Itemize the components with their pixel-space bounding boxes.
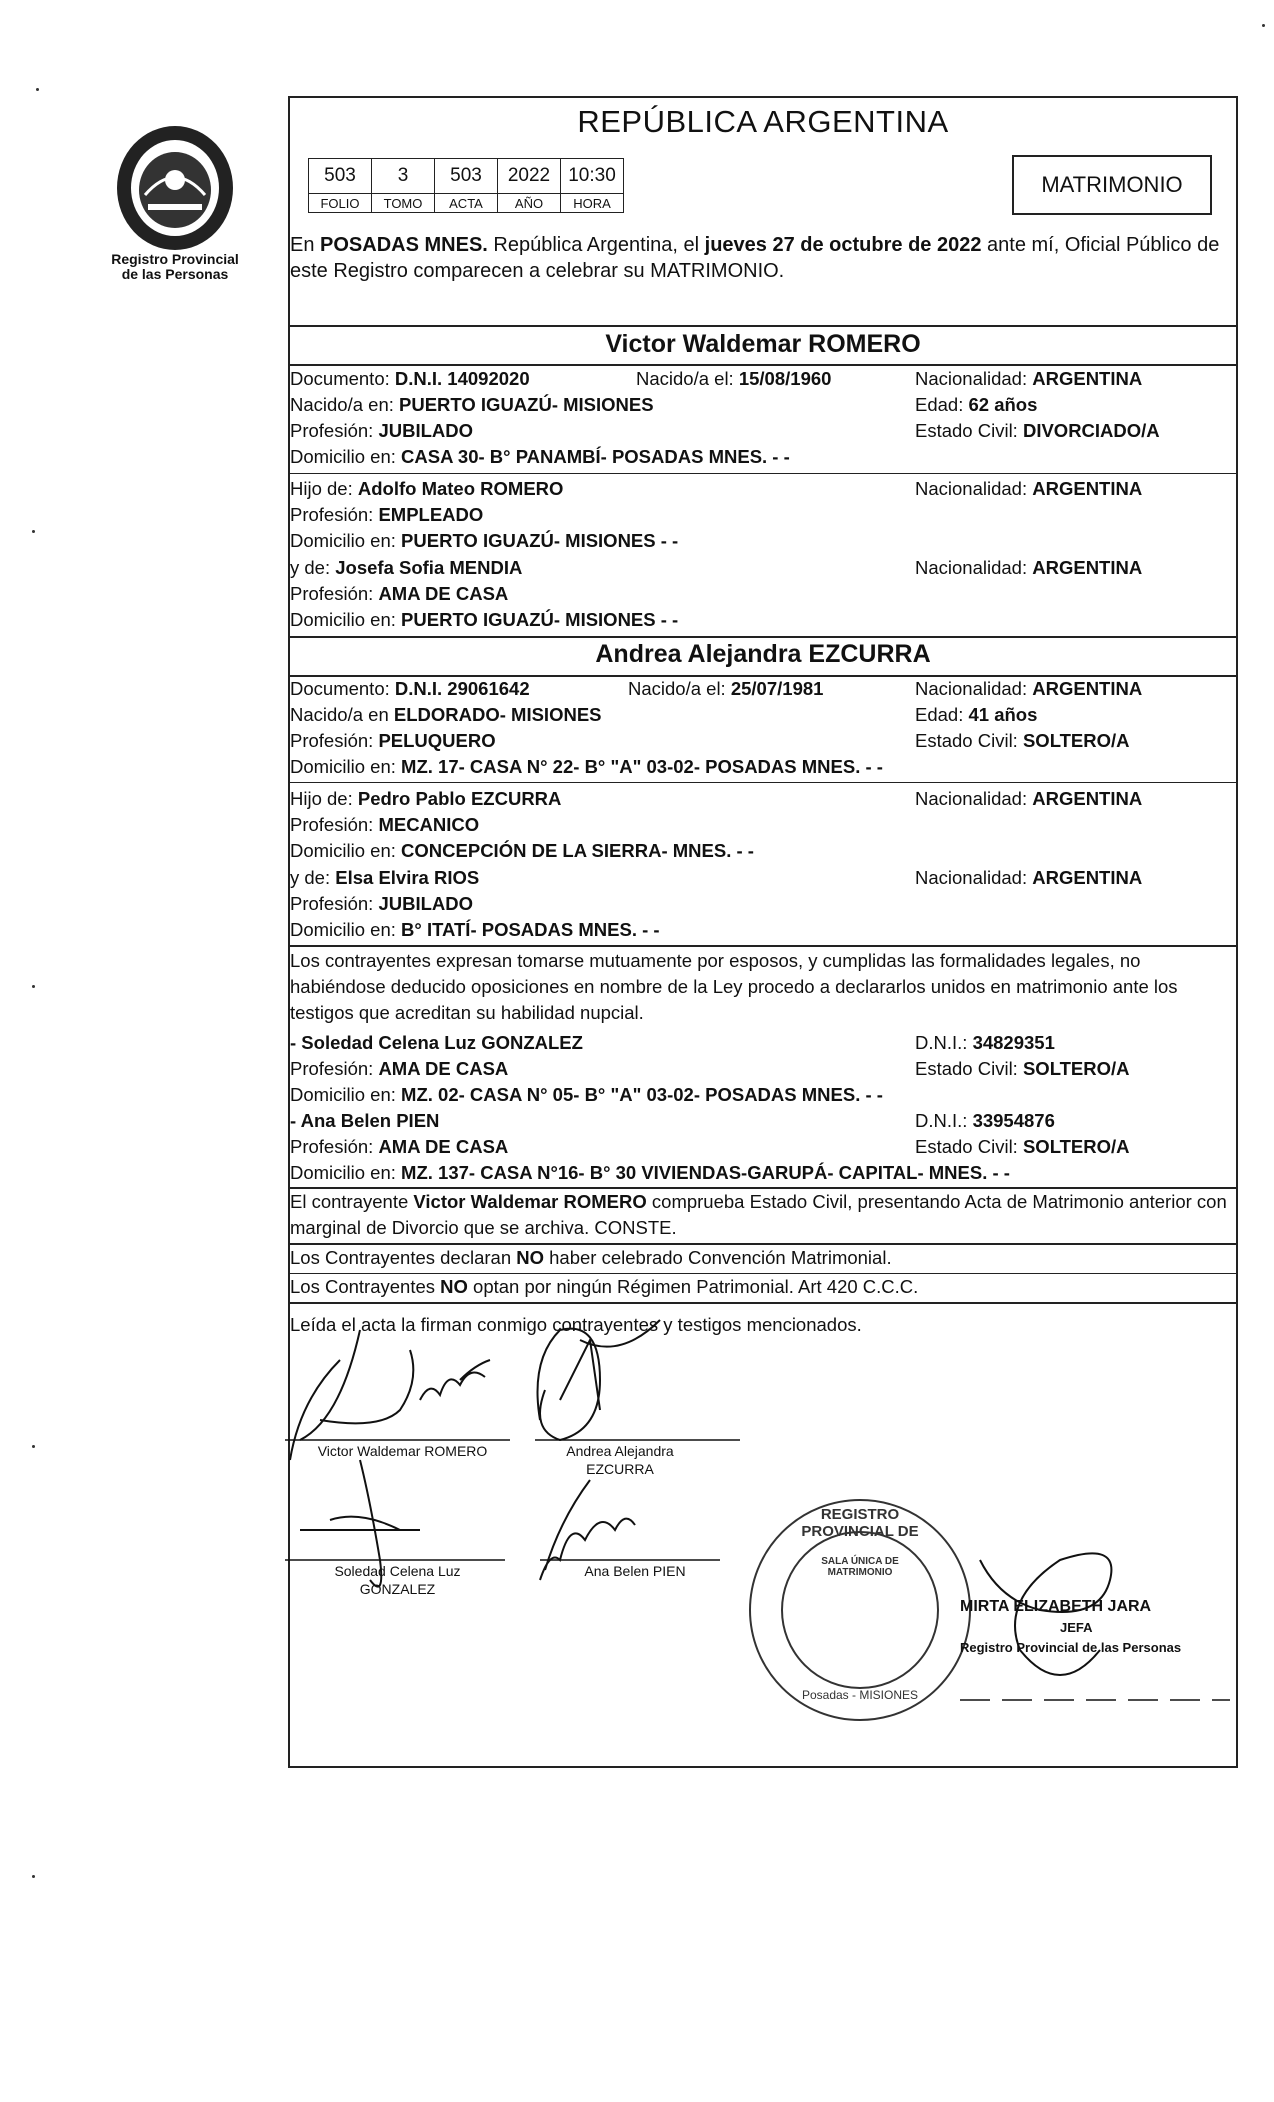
field-label: D.N.I.:: [915, 1110, 973, 1131]
field-label: Estado Civil:: [915, 1136, 1023, 1157]
field-value: SOLTERO/A: [1022, 730, 1130, 751]
spouse1-name: Victor Waldemar ROMERO: [605, 330, 921, 358]
folio-label: FOLIO: [309, 194, 372, 213]
field-label: Domicilio en:: [290, 446, 402, 467]
note-text: comprueba Estado Civil, presentando Acta de Matrimonio anterior con marginal de Divorcio que se archiva. CONSTE.: [290, 1191, 1227, 1238]
acta-value: 503: [435, 159, 498, 194]
field-value: ARGENTINA: [1032, 368, 1143, 389]
anio-value: 2022: [498, 159, 561, 194]
field-value: DIVORCIADO/A: [1022, 420, 1160, 441]
field-label: Domicilio en:: [290, 840, 402, 861]
field-label: Nacido/a el:: [628, 678, 731, 699]
hora-label: HORA: [561, 194, 624, 213]
document-title: REPÚBLICA ARGENTINA: [577, 104, 949, 139]
field-value: CONCEPCIÓN DE LA SIERRA- MNES. - -: [401, 840, 754, 861]
anio-label: AÑO: [498, 194, 561, 213]
field-label: Profesión:: [290, 583, 379, 604]
signature-caption-2: [540, 1442, 700, 1478]
field-label: Domicilio en:: [290, 1162, 402, 1183]
field-label: Domicilio en:: [290, 756, 402, 777]
caption-line: Andrea Alejandra: [566, 1443, 674, 1459]
field-label: Profesión:: [290, 504, 379, 525]
field-label: Nacido/a en: [290, 704, 394, 725]
field-label: Documento:: [290, 368, 395, 389]
field-value: AMA DE CASA: [378, 1058, 509, 1079]
note-text: optan por ningún Régimen Patrimonial. Art 420 C.C.C.: [467, 1276, 919, 1297]
field-label: Domicilio en:: [290, 1084, 402, 1105]
folio-value: 503: [309, 159, 372, 194]
field-label: Profesión:: [290, 1058, 379, 1079]
field-label: Nacionalidad:: [915, 368, 1033, 389]
logo-caption-line: de las Personas: [121, 266, 229, 282]
field-value: 15/08/1960: [738, 368, 832, 389]
tomo-value: 3: [372, 159, 435, 194]
field-label: y de:: [290, 867, 336, 888]
seal-bottom-text: Posadas - MISIONES: [801, 1688, 919, 1702]
field-value: MZ. 17- CASA N° 22- B° "A" 03-02- POSADAS MNES. - -: [401, 756, 883, 777]
field-value: D.N.I. 14092020: [394, 368, 530, 389]
field-label: Nacido/a el:: [636, 368, 739, 389]
note-name: Victor Waldemar ROMERO: [413, 1191, 647, 1212]
note-text: El contrayente: [290, 1191, 414, 1212]
seal-outer-text: REGISTRO PROVINCIAL DE: [801, 1506, 919, 1540]
declaration-paragraph: Los contrayentes expresan tomarse mutuamente por esposos, y cumplidas las formalidades legales, no habiéndose deducido oposiciones en nombre de la Ley procedo a declararlos unidos en matrimonio ante los testigos que acreditan su habilidad nupcial.: [290, 950, 1178, 1023]
official-title: JEFA: [1060, 1620, 1093, 1635]
note-text: Los Contrayentes declaran: [290, 1247, 517, 1268]
field-value: SOLTERO/A: [1022, 1058, 1130, 1079]
field-value: AMA DE CASA: [378, 1136, 509, 1157]
intro-place: POSADAS MNES.: [320, 234, 488, 256]
field-value: PUERTO IGUAZÚ- MISIONES - -: [401, 530, 679, 551]
field-label: Hijo de:: [290, 478, 358, 499]
field-value: PUERTO IGUAZÚ- MISIONES - -: [401, 609, 679, 630]
signature-caption-1: Victor Waldemar ROMERO: [317, 1443, 488, 1459]
field-value: ARGENTINA: [1032, 478, 1143, 499]
seal-inner-text: SALA ÚNICA DE MATRIMONIO: [821, 1556, 899, 1578]
caption-line: EZCURRA: [586, 1461, 654, 1477]
field-value: B° ITATÍ- POSADAS MNES. - -: [401, 919, 660, 940]
signature-caption-4: Ana Belen PIEN: [584, 1563, 686, 1579]
field-value: Josefa Sofia MENDIA: [335, 557, 523, 578]
field-label: Domicilio en:: [290, 609, 402, 630]
field-label: Profesión:: [290, 814, 379, 835]
field-label: Estado Civil:: [915, 1058, 1023, 1079]
note-text: Los Contrayentes: [290, 1276, 441, 1297]
logo-caption-line: Registro Provincial: [111, 251, 239, 267]
hora-value: 10:30: [561, 159, 624, 194]
field-value: Adolfo Mateo ROMERO: [357, 478, 564, 499]
intro-date: jueves 27 de octubre de 2022: [704, 234, 982, 256]
field-label: Profesión:: [290, 893, 379, 914]
intro-text: República Argentina, el: [487, 234, 705, 256]
official-name: MIRTA ELIZABETH JARA: [960, 1598, 1152, 1615]
field-label: Estado Civil:: [915, 420, 1023, 441]
field-label: Domicilio en:: [290, 919, 402, 940]
field-label: Profesión:: [290, 420, 379, 441]
field-label: Profesión:: [290, 730, 379, 751]
note-no: NO: [440, 1276, 468, 1297]
signature-caption-3: [305, 1562, 490, 1598]
field-label: y de:: [290, 557, 336, 578]
field-label: Domicilio en:: [290, 530, 402, 551]
field-value: ARGENTINA: [1032, 557, 1143, 578]
field-value: JUBILADO: [378, 893, 473, 914]
field-label: Estado Civil:: [915, 730, 1023, 751]
field-value: AMA DE CASA: [378, 583, 509, 604]
field-label: Nacionalidad:: [915, 788, 1033, 809]
field-value: Elsa Elvira RIOS: [335, 867, 480, 888]
field-label: Documento:: [290, 678, 395, 699]
tomo-label: TOMO: [372, 194, 435, 213]
field-value: 33954876: [972, 1110, 1055, 1131]
field-label: Nacionalidad:: [915, 557, 1033, 578]
field-value: 25/07/1981: [730, 678, 824, 699]
field-value: JUBILADO: [378, 420, 473, 441]
field-value: SOLTERO/A: [1022, 1136, 1130, 1157]
field-value: 41 años: [968, 704, 1038, 725]
field-value: Pedro Pablo EZCURRA: [357, 788, 562, 809]
field-value: ARGENTINA: [1032, 788, 1143, 809]
field-label: Nacionalidad:: [915, 867, 1033, 888]
field-value: PELUQUERO: [378, 730, 496, 751]
field-label: Nacionalidad:: [915, 678, 1033, 699]
field-value: ARGENTINA: [1032, 678, 1143, 699]
field-value: ARGENTINA: [1032, 867, 1143, 888]
field-label: Edad:: [915, 394, 969, 415]
field-value: MZ. 02- CASA N° 05- B° "A" 03-02- POSADAS MNES. - -: [401, 1084, 883, 1105]
note-no: NO: [516, 1247, 544, 1268]
caption-line: GONZALEZ: [359, 1581, 436, 1597]
field-value: 62 años: [968, 394, 1038, 415]
field-value: CASA 30- B° PANAMBÍ- POSADAS MNES. - -: [401, 446, 790, 467]
caption-line: Soledad Celena Luz: [334, 1563, 461, 1579]
field-value: EMPLEADO: [378, 504, 484, 525]
field-value: MZ. 137- CASA N°16- B° 30 VIVIENDAS-GARUPÁ- CAPITAL- MNES. - -: [401, 1162, 1010, 1183]
field-value: PUERTO IGUAZÚ- MISIONES: [399, 394, 654, 415]
acta-label: ACTA: [435, 194, 498, 213]
field-value: ELDORADO- MISIONES: [393, 704, 602, 725]
closing-line: Leída el acta la firman conmigo contrayentes y testigos mencionados.: [290, 1314, 862, 1335]
field-value: - Soledad Celena Luz GONZALEZ: [290, 1032, 583, 1053]
field-label: Nacido/a en:: [290, 394, 400, 415]
official-org: Registro Provincial de las Personas: [960, 1640, 1182, 1655]
intro-text: En: [290, 234, 321, 256]
field-value: MECANICO: [378, 814, 480, 835]
field-label: D.N.I.:: [915, 1032, 973, 1053]
field-label: Hijo de:: [290, 788, 358, 809]
field-label: Edad:: [915, 704, 969, 725]
note-text: haber celebrado Convención Matrimonial.: [544, 1247, 892, 1268]
intro-text: ante mí, Oficial Público de este Registro comparecen a celebrar su MATRIMONIO.: [290, 234, 1220, 282]
spouse2-name: Andrea Alejandra EZCURRA: [595, 640, 931, 668]
field-value: D.N.I. 29061642: [394, 678, 530, 699]
field-label: Nacionalidad:: [915, 478, 1033, 499]
field-label: Profesión:: [290, 1136, 379, 1157]
field-value: - Ana Belen PIEN: [290, 1110, 440, 1131]
record-type-box: MATRIMONIO: [1012, 155, 1212, 215]
field-value: 34829351: [972, 1032, 1055, 1053]
